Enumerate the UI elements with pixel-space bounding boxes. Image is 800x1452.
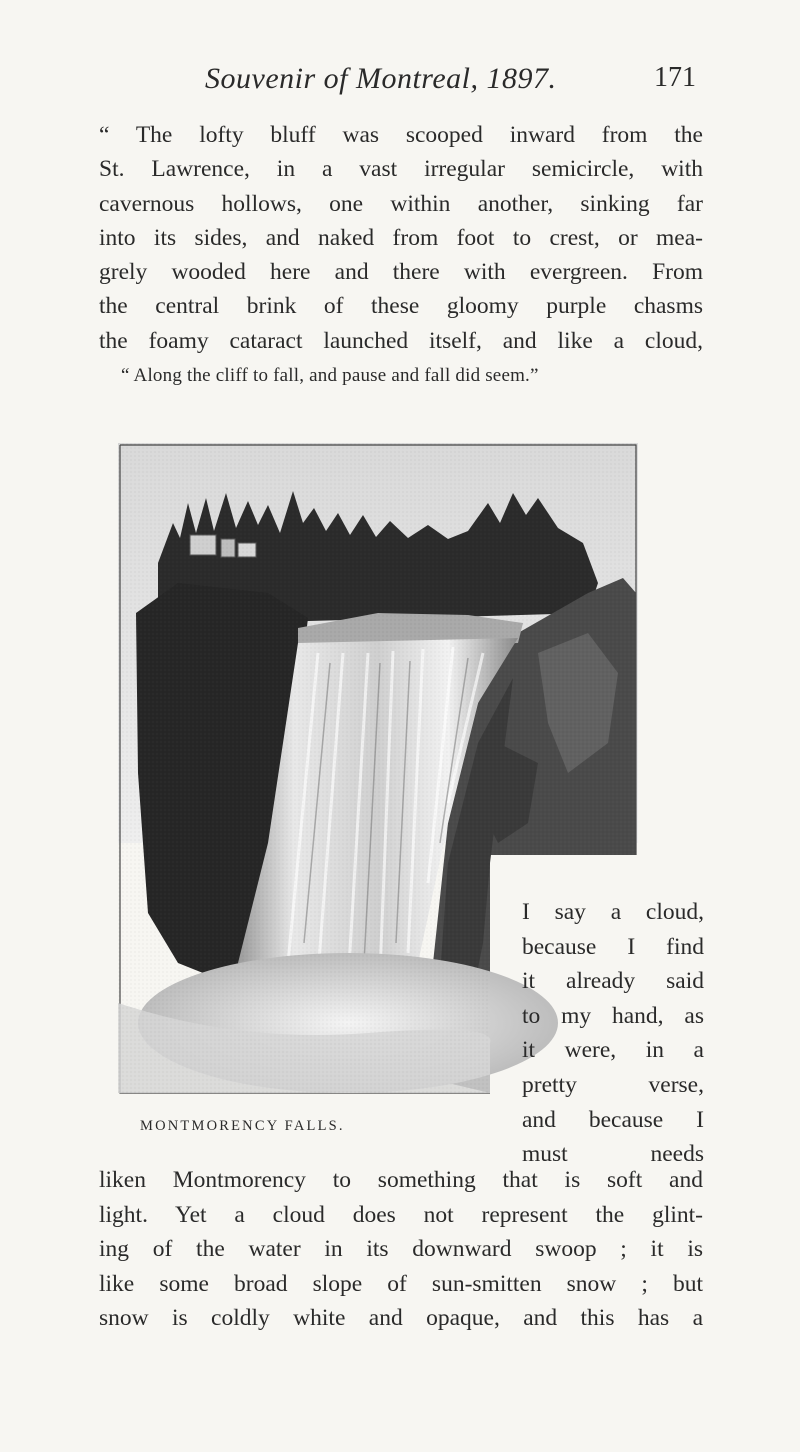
page-number: 171: [654, 62, 696, 93]
paragraph-line: ing of the water in its downward swoop ; it is: [99, 1236, 703, 1263]
paragraph-line: pretty verse,: [522, 1071, 704, 1098]
illustration-caption: MONTMORENCY FALLS.: [140, 1118, 345, 1134]
closing-paragraph: [99, 1163, 703, 1336]
paragraph-line: St. Lawrence, in a vast irregular semicircle, with: [99, 156, 703, 183]
paragraph-line: because I find: [522, 933, 704, 960]
paragraph-line: and because I: [522, 1106, 704, 1133]
paragraph-line: I say a cloud,: [522, 899, 704, 925]
paragraph-line: snow is coldly white and opaque, and this has a: [99, 1305, 703, 1332]
running-head: [0, 62, 800, 102]
paragraph-line: like some broad slope of sun-smitten snow ; but: [99, 1270, 703, 1297]
paragraph-line: “ The lofty bluff was scooped inward from the: [99, 122, 703, 148]
paragraph-line: cavernous hollows, one within another, sinking far: [99, 190, 703, 217]
paragraph-line: must needs: [522, 1141, 704, 1168]
opening-paragraph: [99, 118, 703, 358]
paragraph-line: it were, in a: [522, 1037, 704, 1064]
paragraph-line: grely wooded here and there with evergreen. From: [99, 259, 703, 286]
paragraph-line: light. Yet a cloud does not represent the glint-: [99, 1201, 703, 1228]
paragraph-line: the foamy cataract launched itself, and like a cloud,: [99, 327, 703, 354]
paragraph-line: into its sides, and naked from foot to crest, or mea-: [99, 224, 703, 251]
verse-quote: “ Along the cliff to fall, and pause and fall did seem.”: [121, 365, 539, 386]
wrapped-text: [522, 895, 704, 1172]
running-head-title: Souvenir of Montreal, 1897.: [205, 62, 557, 95]
paragraph-line: to my hand, as: [522, 1002, 704, 1029]
paragraph-line: the central brink of these gloomy purple chasms: [99, 293, 703, 320]
paragraph-line: liken Montmorency to something that is soft and: [99, 1167, 703, 1193]
paragraph-line: it already said: [522, 968, 704, 995]
